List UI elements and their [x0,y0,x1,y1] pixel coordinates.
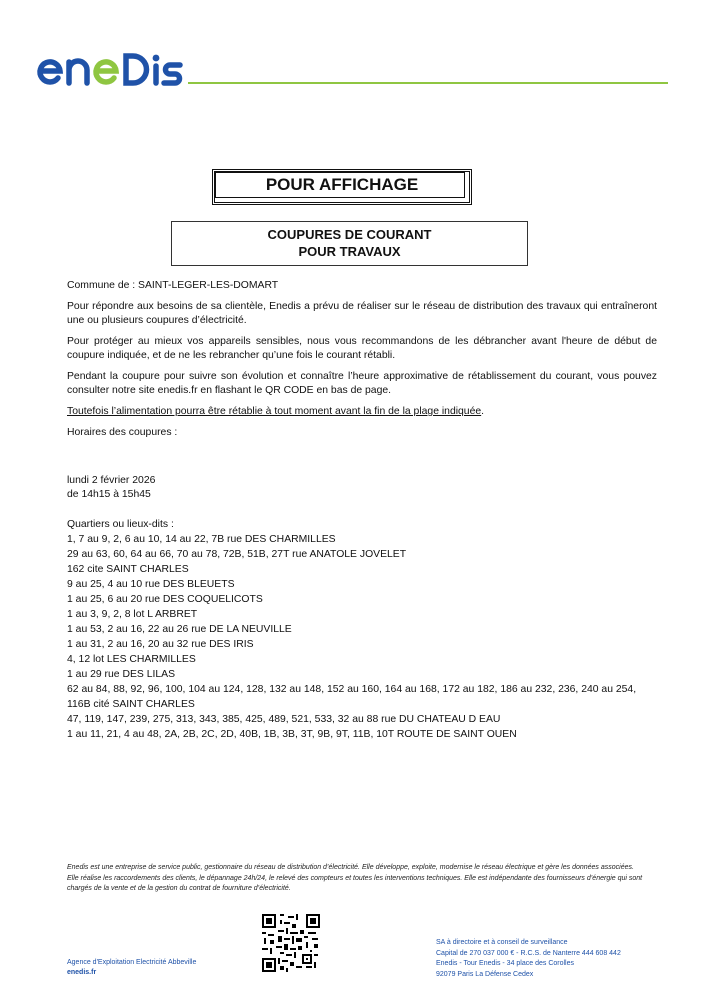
corporate-line: Capital de 270 037 000 € - R.C.S. de Nanterre 444 608 442 [436,949,621,957]
horaires-label: Horaires des coupures : [67,427,178,438]
list-item: 1 au 29 rue DES LILAS [67,669,176,680]
list-item: 162 cite SAINT CHARLES [67,564,189,575]
subtitle-box [171,221,528,266]
list-item: 1 au 31, 2 au 16, 20 au 32 rue DES IRIS [67,639,254,650]
corporate-line: SA à directoire et à conseil de surveillance [436,939,568,946]
notice-underlined: Toutefois l’alimentation pourra être rétablie à tout moment avant la fin de la plage indiquée [67,406,482,417]
subtitle-line1: COUPURES DE COURANT [267,227,432,242]
schedule [67,474,657,502]
list-item: 4, 12 lot LES CHARMILLES [67,654,196,665]
list-item: 62 au 84, 88, 92, 96, 100, 104 au 124, 128, 132 au 148, 152 au 160, 164 au 168, 172 au 182, 186 au 232, 236, 240 au 254, 116B cité SAINT CHARLES [67,684,637,710]
agency-info [67,958,196,978]
agency-website-link[interactable]: enedis.fr [67,969,97,976]
list-item: 1, 7 au 9, 2, 6 au 10, 14 au 22, 7B rue DES CHARMILLES [67,534,336,545]
schedule-time: de 14h15 à 15h45 [67,489,151,500]
list-item: 1 au 25, 6 au 20 rue DES COQUELICOTS [67,594,263,605]
corporate-info [436,938,621,980]
list-item: 9 au 25, 4 au 10 rue DES BLEUETS [67,579,235,590]
notice-end: . [481,406,485,417]
corporate-line: 92079 Paris La Défense Cedex [436,970,534,978]
list-item: 1 au 3, 9, 2, 8 lot L ARBRET [67,609,198,620]
paragraph-3: Pendant la coupure pour suivre son évolution et connaître l’heure approximative de rétablissement du courant, vous pouvez consulter notre site enedis.fr en flashant le QR CODE en bas de page. [67,371,657,396]
subtitle-line2: POUR TRAVAUX [298,244,401,259]
list-item: 1 au 11, 21, 4 au 48, 2A, 2B, 2C, 2D, 40B, 1B, 3B, 3T, 9B, 9T, 11B, 10T ROUTE DE SAINT OUEN [67,729,517,740]
notice [67,405,657,419]
legal-notice: Enedis est une entreprise de service public, gestionnaire du réseau de distribution d’électricité. Elle développe, exploite, modernise le réseau électrique et gère les données associées. Elle réalise les raccordements des clients, le dépannage 24h/24, le relevé des compteurs et toutes les interventions techniques. Elle est indépendante des fournisseurs d’énergie qui sont chargés de la vente et de la gestion du contrat de fourniture d’électricité. [67,864,643,892]
paragraph-2: Pour protéger au mieux vos appareils sensibles, nous vous recommandons de les débrancher avant l'heure de début de coupure indiquée, et de ne les rebrancher qu’une fois le courant rétabli. [67,336,657,361]
logo-underline [188,82,668,84]
enedis-logo [36,52,186,86]
page-title: POUR AFFICHAGE [265,175,419,194]
commune: Commune de : SAINT-LEGER-LES-DOMART [67,280,279,291]
list-item: 29 au 63, 60, 64 au 66, 70 au 78, 72B, 51B, 27T rue ANATOLE JOVELET [67,549,407,560]
areas-list [67,517,662,742]
agency-name: Agence d'Exploitation Electricité Abbeville [67,959,197,966]
logo-wordmark [36,52,186,86]
schedule-date: lundi 2 février 2026 [67,475,156,486]
corporate-line: Enedis - Tour Enedis - 34 place des Corolles [436,960,575,967]
qr-code-icon[interactable] [262,914,320,972]
areas-label: Quartiers ou lieux-dits : [67,519,174,530]
list-item: 1 au 53, 2 au 16, 22 au 26 rue DE LA NEUVILLE [67,624,292,635]
body-text [67,279,657,447]
list-item: 47, 119, 147, 239, 275, 313, 343, 385, 425, 489, 521, 533, 32 au 88 rue DU CHATEAU D EAU [67,714,501,725]
paragraph-1: Pour répondre aux besoins de sa clientèle, Enedis a prévu de réaliser sur le réseau de distribution des travaux qui entraîneront une ou plusieurs coupures d’électricité. [67,301,657,326]
